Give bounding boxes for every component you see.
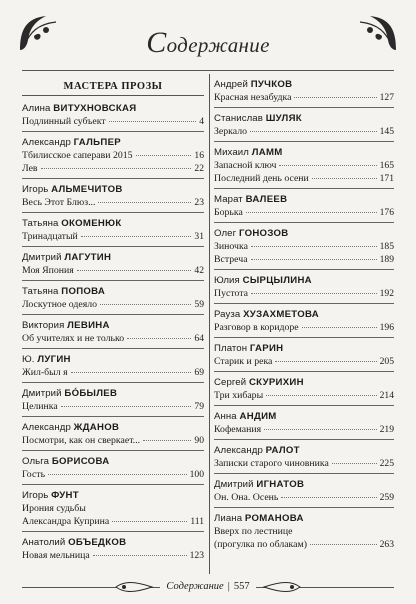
dot-leader	[266, 394, 376, 396]
page-title	[0, 26, 416, 60]
author-name	[214, 376, 394, 389]
author-surname: ГАРИН	[249, 343, 284, 354]
toc-entry	[22, 489, 204, 532]
work-row	[214, 125, 394, 138]
work-title: Пустота	[214, 288, 248, 299]
author-first-name: Андрей	[214, 79, 248, 90]
page-number: 263	[379, 539, 394, 550]
entry-divider	[22, 382, 204, 383]
author-name	[22, 421, 204, 434]
work-title: Весь Этот Блюз...	[22, 197, 96, 208]
work-row	[22, 298, 204, 311]
author-surname: ЛЕВИНА	[67, 320, 110, 331]
author-first-name: Татьяна	[22, 218, 59, 229]
page-number: 23	[194, 197, 204, 208]
author-name	[22, 489, 204, 502]
author-surname: ОКОМЕНЮК	[61, 218, 122, 229]
work-title: Разговор в коридоре	[214, 322, 299, 333]
work-row	[214, 91, 394, 104]
author-name	[214, 78, 394, 91]
work-title: Три хибары	[214, 390, 264, 401]
work-title: Тринадцатый	[22, 231, 78, 242]
work-title: Зеркало	[214, 126, 247, 137]
author-surname: РОМАНОВА	[244, 513, 304, 524]
work-row	[214, 240, 394, 253]
dot-leader	[332, 462, 377, 464]
author-first-name: Дмитрий	[22, 252, 62, 263]
entry-divider	[22, 450, 204, 451]
entry-divider	[214, 141, 394, 142]
author-surname: ПУЧКОВ	[250, 79, 293, 90]
author-name	[22, 319, 204, 332]
work-row	[22, 366, 204, 379]
page-number: 219	[379, 424, 394, 435]
toc-entry	[214, 78, 394, 108]
author-first-name: Дмитрий	[22, 388, 62, 399]
entry-divider	[22, 280, 204, 281]
work-row	[22, 549, 204, 562]
toc-entry	[22, 319, 204, 349]
dot-leader	[71, 371, 192, 373]
page-number: 22	[194, 163, 204, 174]
author-first-name: Татьяна	[22, 286, 59, 297]
entry-divider	[22, 348, 204, 349]
work-row	[22, 468, 204, 481]
toc-entry	[22, 421, 204, 451]
dot-leader	[143, 439, 191, 441]
work-title: Записки старого чиновника	[214, 458, 329, 469]
dot-leader	[275, 360, 376, 362]
page-number: 171	[379, 173, 394, 184]
toc-entry	[214, 410, 394, 440]
author-name	[214, 112, 394, 125]
author-surname: РАЛОТ	[265, 445, 300, 456]
work-title: Лев	[22, 163, 38, 174]
work-row	[214, 491, 394, 504]
author-name	[22, 217, 204, 230]
page-number: 100	[189, 469, 204, 480]
dot-leader	[312, 177, 377, 179]
author-surname: ХУЗАХМЕТОВА	[243, 309, 319, 320]
author-first-name: Олег	[214, 228, 237, 239]
toc-entry	[22, 102, 204, 132]
author-first-name: Ю.	[22, 354, 35, 365]
author-name	[214, 193, 394, 206]
author-name	[22, 455, 204, 468]
page-number: 64	[194, 333, 204, 344]
dot-leader	[98, 201, 191, 203]
footer-text	[22, 578, 394, 596]
work-title: Борька	[214, 207, 243, 218]
work-row	[214, 206, 394, 219]
toc-entry	[22, 217, 204, 247]
author-surname: ГАЛЬПЕР	[73, 137, 121, 148]
page-number: 79	[194, 401, 204, 412]
author-surname: АЛЬМЕЧИТОВ	[51, 184, 123, 195]
dot-leader	[246, 211, 377, 213]
page-number: 69	[194, 367, 204, 378]
work-row	[214, 389, 394, 402]
author-first-name: Юлия	[214, 275, 240, 286]
dot-leader	[251, 292, 377, 294]
entry-divider	[22, 246, 204, 247]
author-first-name: Марат	[214, 194, 243, 205]
author-first-name: Дмитрий	[214, 479, 254, 490]
page-number: 31	[194, 231, 204, 242]
author-first-name: Михаил	[214, 147, 249, 158]
toc-entry	[22, 536, 204, 562]
work-row	[214, 321, 394, 334]
toc-left-column	[22, 78, 204, 562]
entry-divider	[22, 131, 204, 132]
page-title-initial: С	[146, 26, 167, 59]
work-row	[214, 423, 394, 436]
work-row	[22, 230, 204, 243]
toc-entry	[22, 183, 204, 213]
work-title: Александра Куприна	[22, 516, 110, 527]
page-number: 185	[379, 241, 394, 252]
author-first-name: Сергей	[214, 377, 247, 388]
page-number: 196	[379, 322, 394, 333]
page-number: 176	[379, 207, 394, 218]
author-first-name: Рауза	[214, 309, 241, 320]
page-number: 165	[379, 160, 394, 171]
work-title: Лоскутное одеяло	[22, 299, 97, 310]
dot-leader	[281, 496, 376, 498]
entry-divider	[214, 188, 394, 189]
author-surname: ФУНТ	[51, 490, 79, 501]
dot-leader	[81, 235, 192, 237]
author-name	[214, 478, 394, 491]
entry-divider	[214, 269, 394, 270]
dot-leader	[61, 405, 192, 407]
author-name	[22, 183, 204, 196]
page-number: 205	[379, 356, 394, 367]
toc-entry	[214, 227, 394, 270]
work-title: Моя Япония	[22, 265, 74, 276]
entry-divider	[214, 371, 394, 372]
work-title: Посмотри, как он сверкает...	[22, 435, 141, 446]
work-title: Новая мельница	[22, 550, 90, 561]
work-title: Вверх по лестнице	[214, 526, 293, 537]
toc-entry	[214, 376, 394, 406]
author-first-name: Игорь	[22, 184, 49, 195]
toc-entry	[214, 146, 394, 189]
page-number: 90	[194, 435, 204, 446]
author-surname: ОБЪЕДКОВ	[68, 537, 127, 548]
author-name	[22, 353, 204, 366]
entry-divider	[214, 473, 394, 474]
toc-entry	[214, 512, 394, 551]
work-row	[22, 400, 204, 413]
entry-divider	[214, 303, 394, 304]
entry-divider	[214, 439, 394, 440]
author-first-name: Платон	[214, 343, 248, 354]
work-title: Подлинный субъект	[22, 116, 106, 127]
dot-leader	[251, 258, 377, 260]
work-title: Он. Она. Осень	[214, 492, 279, 503]
entry-divider	[214, 507, 394, 508]
author-name	[22, 102, 204, 115]
entry-divider	[22, 178, 204, 179]
author-surname: ШУЛЯК	[265, 113, 302, 124]
author-first-name: Станислав	[214, 113, 263, 124]
dot-leader	[100, 303, 191, 305]
page-number: 127	[379, 92, 394, 103]
author-first-name: Ольга	[22, 456, 50, 467]
page-number: 259	[379, 492, 394, 503]
work-row	[22, 515, 204, 528]
author-name	[214, 444, 394, 457]
work-row	[214, 172, 394, 185]
work-row	[214, 457, 394, 470]
dot-leader	[41, 167, 192, 169]
work-row	[22, 264, 204, 277]
entry-divider	[22, 212, 204, 213]
entry-divider	[22, 531, 204, 532]
page-number: 192	[379, 288, 394, 299]
dot-leader	[310, 543, 377, 545]
page-number: 16	[194, 150, 204, 161]
work-row	[214, 253, 394, 266]
dot-leader	[250, 130, 377, 132]
author-first-name: Александр	[22, 422, 71, 433]
entry-divider	[22, 416, 204, 417]
work-row	[22, 162, 204, 175]
work-title: Зиночка	[214, 241, 248, 252]
author-name	[22, 136, 204, 149]
dot-leader	[93, 554, 187, 556]
entry-divider	[214, 107, 394, 108]
author-name	[214, 274, 394, 287]
toc-entry	[22, 251, 204, 281]
dot-leader	[279, 164, 376, 166]
dot-leader	[112, 520, 187, 522]
header-divider	[22, 70, 394, 71]
author-name	[214, 308, 394, 321]
work-title: Встреча	[214, 254, 248, 265]
work-title: Кофемания	[214, 424, 262, 435]
page-number: 189	[379, 254, 394, 265]
work-title: Красная незабудка	[214, 92, 292, 103]
page-number: 214	[379, 390, 394, 401]
dot-leader	[295, 531, 391, 532]
author-name	[22, 387, 204, 400]
page-number: 145	[379, 126, 394, 137]
author-name	[214, 410, 394, 423]
author-surname: ВАЛЕЕВ	[245, 194, 288, 205]
work-title: Запасной ключ	[214, 160, 277, 171]
dot-leader	[302, 326, 377, 328]
entry-divider	[22, 484, 204, 485]
dot-leader	[77, 269, 192, 271]
work-row	[22, 115, 204, 128]
page-number: 59	[194, 299, 204, 310]
author-surname: ИГНАТОВ	[256, 479, 305, 490]
work-row	[214, 538, 394, 551]
dot-leader	[48, 473, 187, 475]
author-surname: БО́БЫЛЕВ	[64, 388, 118, 399]
work-row	[214, 159, 394, 172]
dot-leader	[127, 337, 191, 339]
column-divider	[209, 74, 210, 574]
work-row	[22, 502, 204, 515]
page-number: 42	[194, 265, 204, 276]
toc-entry	[22, 285, 204, 315]
author-first-name: Алина	[22, 103, 51, 114]
toc-entry	[214, 478, 394, 508]
work-row	[22, 434, 204, 447]
work-title: Гость	[22, 469, 46, 480]
page-number: 225	[379, 458, 394, 469]
dot-leader	[264, 428, 376, 430]
toc-right-column	[214, 78, 394, 551]
dot-leader	[109, 120, 197, 122]
toc-entry	[22, 353, 204, 383]
author-name	[214, 512, 394, 525]
dot-leader	[136, 154, 192, 156]
work-title: (прогулка по облакам)	[214, 539, 307, 550]
work-title: Старик и река	[214, 356, 273, 367]
author-name	[214, 146, 394, 159]
work-row	[22, 332, 204, 345]
work-title: Об учителях и не только	[22, 333, 125, 344]
author-first-name: Игорь	[22, 490, 49, 501]
page-title-rest: одержание	[166, 33, 270, 57]
dot-leader	[294, 96, 376, 98]
author-first-name: Анна	[214, 411, 237, 422]
footer-title: Содержание	[166, 581, 224, 592]
work-title: Жил-был я	[22, 367, 68, 378]
author-surname: СКУРИХИН	[248, 377, 304, 388]
work-row	[214, 287, 394, 300]
page-number: 123	[189, 550, 204, 561]
entry-divider	[214, 337, 394, 338]
work-row	[22, 149, 204, 162]
work-title: Последний день осени	[214, 173, 309, 184]
section-heading: МАСТЕРА ПРОЗЫ	[22, 78, 204, 96]
page-number: 4	[199, 116, 204, 127]
toc-entry	[214, 342, 394, 372]
toc-entry	[214, 308, 394, 338]
author-surname: ГОНОЗОВ	[238, 228, 289, 239]
author-surname: БОРИСОВА	[51, 456, 110, 467]
author-name	[22, 251, 204, 264]
entry-divider	[214, 222, 394, 223]
author-surname: СЫРЦЫЛИНА	[242, 275, 312, 286]
author-surname: АНДИМ	[239, 411, 277, 422]
author-first-name: Виктория	[22, 320, 65, 331]
toc-entry	[214, 444, 394, 474]
author-surname: ЛАГУТИН	[64, 252, 112, 263]
dot-leader	[251, 245, 377, 247]
author-first-name: Анатолий	[22, 537, 66, 548]
author-surname: ВИТУХНОВСКАЯ	[53, 103, 137, 114]
toc-entry	[22, 455, 204, 485]
toc-entry	[214, 274, 394, 304]
author-surname: ПОПОВА	[61, 286, 106, 297]
page-footer	[22, 578, 394, 596]
entry-divider	[22, 314, 204, 315]
author-name	[214, 342, 394, 355]
toc-entry	[22, 387, 204, 417]
entry-divider	[214, 405, 394, 406]
toc-entry	[214, 193, 394, 223]
footer-separator: |	[227, 581, 230, 592]
work-row	[214, 355, 394, 368]
author-name	[214, 227, 394, 240]
toc-entry	[214, 112, 394, 142]
author-surname: ЛУГИН	[37, 354, 71, 365]
page-number: 111	[190, 516, 204, 527]
work-row	[22, 196, 204, 209]
work-row	[214, 525, 394, 538]
author-surname: ЛАММ	[251, 147, 283, 158]
author-first-name: Лиана	[214, 513, 243, 524]
author-first-name: Александр	[22, 137, 71, 148]
work-title: Целинка	[22, 401, 58, 412]
footer-page-number: 557	[233, 581, 250, 592]
author-first-name: Александр	[214, 445, 263, 456]
dot-leader	[89, 508, 201, 509]
work-title: Ирония судьбы	[22, 503, 86, 514]
author-name	[22, 285, 204, 298]
author-name	[22, 536, 204, 549]
author-surname: ЖДАНОВ	[73, 422, 120, 433]
work-title: Тбилисское саперави 2015	[22, 150, 133, 161]
toc-entry	[22, 136, 204, 179]
